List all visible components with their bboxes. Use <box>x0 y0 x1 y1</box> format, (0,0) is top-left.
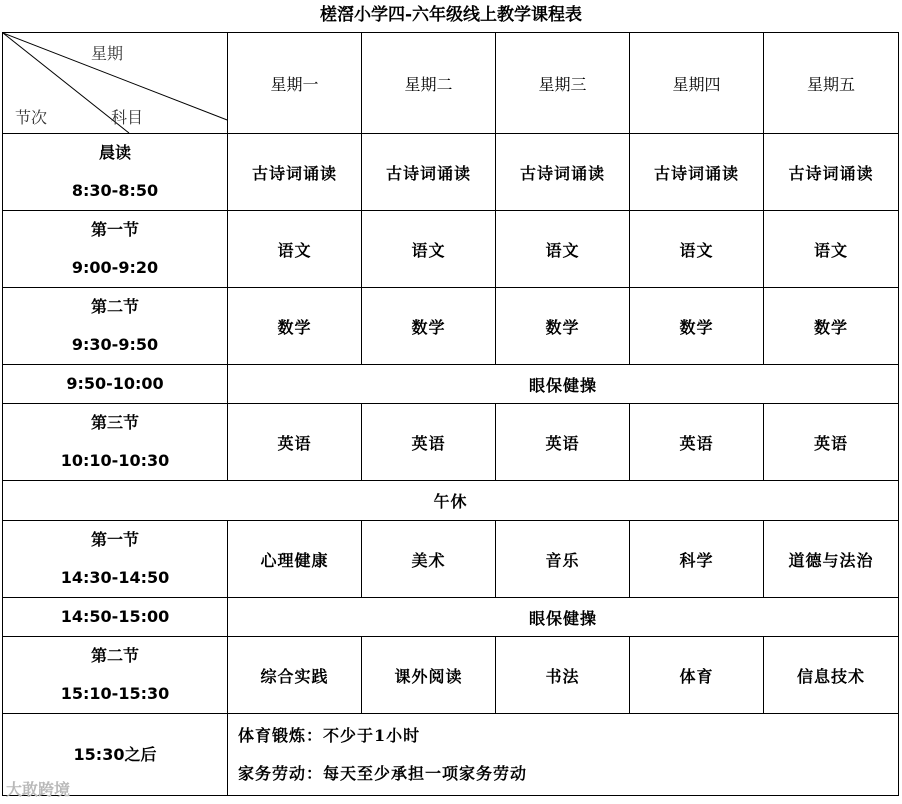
course-cell: 体育 <box>630 637 764 714</box>
period-time: 14:30-14:50 <box>60 568 170 587</box>
corner-label-period: 节次 <box>15 108 48 127</box>
table-row <box>3 521 899 598</box>
corner-label-day: 星期 <box>91 44 124 63</box>
course-cell: 古诗词诵读 <box>496 134 630 211</box>
course-cell: 课外阅读 <box>362 637 496 714</box>
period-name: 第二节 <box>90 646 139 665</box>
course-cell: 美术 <box>362 521 496 598</box>
period-time: 9:50-10:00 <box>3 365 228 404</box>
table-row <box>3 211 899 288</box>
period-cell <box>3 637 228 714</box>
table-row <box>3 598 899 637</box>
period-cell <box>3 134 228 211</box>
watermark-logo: 大敢跨境 <box>6 780 71 799</box>
day-header: 星期一 <box>228 33 362 134</box>
course-cell: 音乐 <box>496 521 630 598</box>
corner-cell <box>3 33 228 134</box>
after-school-notes <box>228 714 899 796</box>
course-cell: 数学 <box>496 288 630 365</box>
table-row <box>3 134 899 211</box>
note-housework: 家务劳动：每天至少承担一项家务劳动 <box>238 763 528 783</box>
course-cell: 语文 <box>228 211 362 288</box>
period-time: 9:00-9:20 <box>71 258 159 277</box>
course-cell: 语文 <box>362 211 496 288</box>
course-cell: 科学 <box>630 521 764 598</box>
period-time: 14:50-15:00 <box>3 598 228 637</box>
schedule-table <box>2 32 899 796</box>
course-cell: 英语 <box>496 404 630 481</box>
corner-label-subject: 科目 <box>111 108 144 127</box>
day-header: 星期三 <box>496 33 630 134</box>
course-cell: 语文 <box>764 211 899 288</box>
course-cell: 语文 <box>496 211 630 288</box>
day-header: 星期四 <box>630 33 764 134</box>
course-cell: 语文 <box>630 211 764 288</box>
period-time: 9:30-9:50 <box>71 335 159 354</box>
period-cell <box>3 521 228 598</box>
course-cell: 古诗词诵读 <box>228 134 362 211</box>
course-cell: 数学 <box>630 288 764 365</box>
period-name: 第二节 <box>90 297 139 316</box>
period-name: 第三节 <box>90 413 139 432</box>
day-header: 星期二 <box>362 33 496 134</box>
course-cell: 心理健康 <box>228 521 362 598</box>
course-cell: 英语 <box>362 404 496 481</box>
course-cell: 英语 <box>228 404 362 481</box>
eye-exercise-cell: 眼保健操 <box>228 365 899 404</box>
note-exercise: 体育锻炼：不少于1小时 <box>238 725 421 745</box>
course-cell: 数学 <box>764 288 899 365</box>
table-row <box>3 481 899 521</box>
course-cell: 古诗词诵读 <box>764 134 899 211</box>
table-row <box>3 637 899 714</box>
course-cell: 信息技术 <box>764 637 899 714</box>
period-time: 15:10-15:30 <box>60 684 170 703</box>
eye-exercise-cell: 眼保健操 <box>228 598 899 637</box>
course-cell: 道德与法治 <box>764 521 899 598</box>
table-row <box>3 404 899 481</box>
course-cell: 古诗词诵读 <box>630 134 764 211</box>
course-cell: 英语 <box>630 404 764 481</box>
period-time: 10:10-10:30 <box>60 451 170 470</box>
period-name: 晨读 <box>98 143 131 162</box>
table-row <box>3 365 899 404</box>
course-cell: 英语 <box>764 404 899 481</box>
period-time: 8:30-8:50 <box>71 181 159 200</box>
period-name: 第一节 <box>90 530 139 549</box>
course-cell: 古诗词诵读 <box>362 134 496 211</box>
page-title: 槎滘小学四-六年级线上教学课程表 <box>319 5 583 25</box>
table-row <box>3 288 899 365</box>
period-cell <box>3 404 228 481</box>
period-name: 第一节 <box>90 220 139 239</box>
table-row <box>3 714 899 796</box>
day-header: 星期五 <box>764 33 899 134</box>
course-cell: 数学 <box>362 288 496 365</box>
course-cell: 数学 <box>228 288 362 365</box>
period-time: 15:30之后 <box>3 714 228 796</box>
lunch-break-cell: 午休 <box>3 481 899 521</box>
course-cell: 书法 <box>496 637 630 714</box>
period-cell <box>3 211 228 288</box>
period-cell <box>3 288 228 365</box>
header-row <box>3 33 899 134</box>
course-cell: 综合实践 <box>228 637 362 714</box>
